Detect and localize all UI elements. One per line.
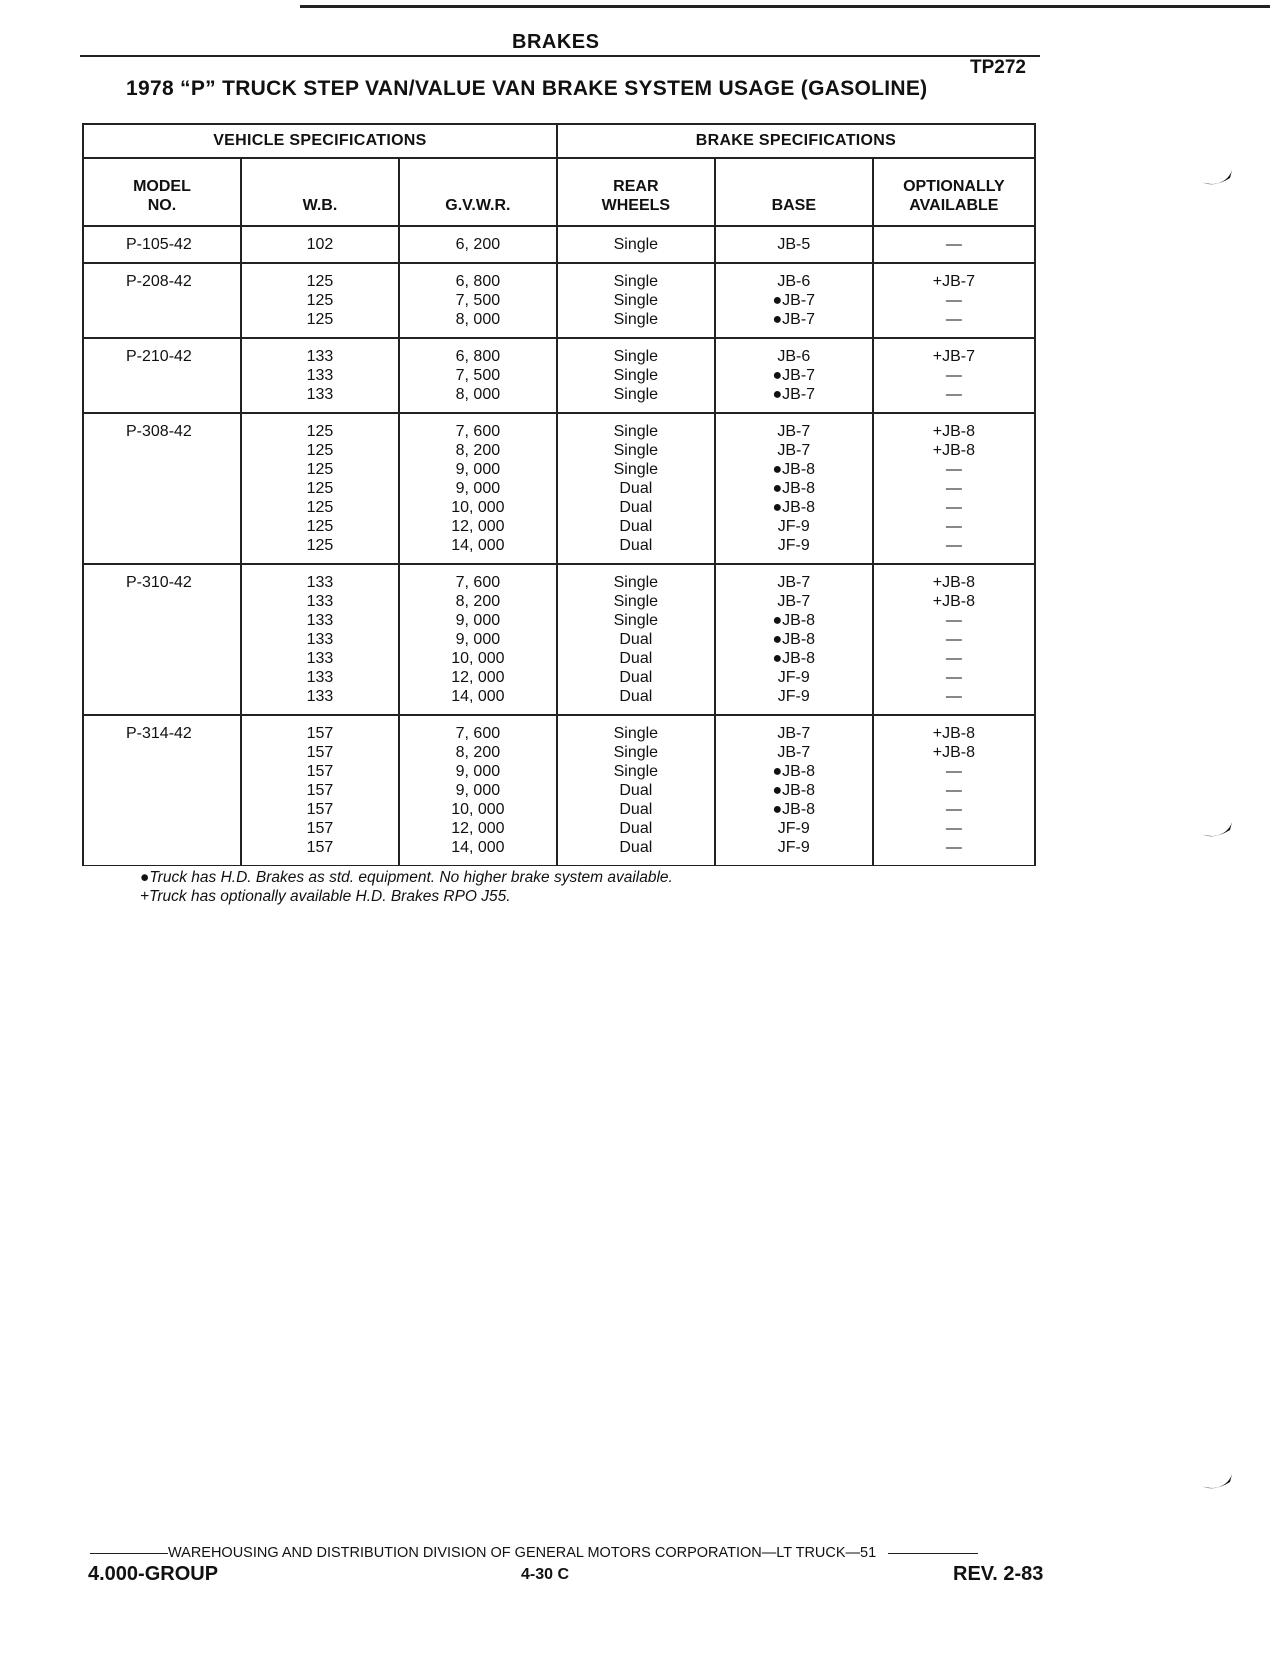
- optional-brake-value: —: [945, 461, 962, 478]
- optional-brake-value: +JB-7: [932, 348, 975, 365]
- rear-wheels-value: Single: [613, 273, 659, 290]
- gvwr-value: 10, 000: [451, 801, 505, 818]
- base-brake-value: JF-9: [777, 820, 810, 837]
- gvwr-cell: [399, 338, 557, 413]
- base-brake-value: JB-7: [777, 593, 811, 610]
- title-rule: [80, 55, 1040, 57]
- rear-cell: [557, 413, 715, 564]
- footer-credit: WAREHOUSING AND DISTRIBUTION DIVISION OF GENERAL MOTORS CORPORATION—LT TRUCK—51: [168, 1545, 877, 1561]
- rear-wheels-value: Single: [613, 367, 659, 384]
- table-row: [83, 338, 1035, 413]
- wb-value: 157: [306, 801, 334, 818]
- base-brake-value: JF-9: [777, 688, 810, 705]
- base-brake-value: JB-7: [777, 744, 811, 761]
- gvwr-cell: [399, 564, 557, 715]
- page-code: TP272: [970, 57, 1026, 78]
- gvwr-value: 12, 000: [451, 518, 505, 535]
- rear-cell: [557, 226, 715, 263]
- table-row: [83, 715, 1035, 866]
- gvwr-value: 12, 000: [451, 820, 505, 837]
- model-number: P-310-42: [126, 574, 192, 591]
- gvwr-value: 10, 000: [451, 499, 505, 516]
- binder-hole-mark-middle: [1200, 820, 1236, 842]
- wb-value: 133: [306, 612, 334, 629]
- base-brake-value: ●JB-8: [772, 499, 816, 516]
- model-number: P-308-42: [126, 423, 192, 440]
- gvwr-value: 8, 000: [455, 311, 501, 328]
- model-number: P-210-42: [126, 348, 192, 365]
- col-header-model: [83, 158, 241, 226]
- col-header-gvwr: [399, 158, 557, 226]
- rear-cell: [557, 564, 715, 715]
- gvwr-value: 7, 600: [455, 423, 501, 440]
- wb-cell: [241, 564, 399, 715]
- gvwr-value: 14, 000: [451, 839, 505, 856]
- base-brake-value: JB-5: [777, 236, 811, 253]
- rear-cell: [557, 263, 715, 338]
- wb-value: 125: [306, 423, 334, 440]
- rear-wheels-value: Single: [613, 612, 659, 629]
- base-cell: [715, 338, 873, 413]
- gvwr-value: 12, 000: [451, 669, 505, 686]
- base-brake-value: ●JB-8: [772, 631, 816, 648]
- wb-cell: [241, 263, 399, 338]
- rear-wheels-value: Single: [613, 386, 659, 403]
- optional-brake-value: —: [945, 782, 962, 799]
- base-brake-value: JF-9: [777, 518, 810, 535]
- base-brake-value: JB-7: [777, 442, 811, 459]
- rear-wheels-value: Dual: [619, 518, 653, 535]
- optional-brake-value: —: [945, 612, 962, 629]
- optional-brake-value: —: [945, 669, 962, 686]
- wb-value: 133: [306, 631, 334, 648]
- footer-page-number: 4-30 C: [521, 1566, 570, 1583]
- wb-value: 157: [306, 725, 334, 742]
- gvwr-value: 7, 600: [455, 574, 501, 591]
- base-brake-value: ●JB-8: [772, 763, 816, 780]
- col-header-model-line2: NO.: [147, 197, 177, 214]
- base-brake-value: ●JB-8: [772, 801, 816, 818]
- model-number: P-105-42: [126, 236, 192, 253]
- brake-specifications-header: BRAKE SPECIFICATIONS: [557, 124, 1035, 158]
- gvwr-value: 9, 000: [455, 782, 501, 799]
- wb-value: 125: [306, 292, 334, 309]
- col-header-rear-line2: WHEELS: [601, 197, 671, 214]
- gvwr-value: 14, 000: [451, 688, 505, 705]
- wb-value: 133: [306, 574, 334, 591]
- base-cell: [715, 413, 873, 564]
- wb-value: 157: [306, 744, 334, 761]
- col-header-base-label: BASE: [771, 197, 817, 214]
- wb-cell: [241, 338, 399, 413]
- model-cell: [83, 564, 241, 715]
- rear-wheels-value: Dual: [619, 669, 653, 686]
- optional-brake-value: +JB-8: [932, 744, 975, 761]
- table-row: [83, 263, 1035, 338]
- base-cell: [715, 226, 873, 263]
- wb-value: 125: [306, 273, 334, 290]
- wb-value: 133: [306, 688, 334, 705]
- base-brake-value: ●JB-7: [772, 386, 816, 403]
- optional-brake-value: —: [945, 386, 962, 403]
- footnote-hd-optional: +Truck has optionally available H.D. Brakes RPO J55.: [140, 888, 511, 905]
- base-cell: [715, 263, 873, 338]
- gvwr-value: 6, 200: [455, 236, 501, 253]
- wb-cell: [241, 413, 399, 564]
- col-header-model-line1: MODEL: [133, 178, 191, 195]
- optional-brake-value: —: [945, 311, 962, 328]
- optional-cell: [873, 413, 1035, 564]
- base-brake-value: JB-7: [777, 423, 811, 440]
- rear-wheels-value: Single: [613, 593, 659, 610]
- model-cell: [83, 263, 241, 338]
- optional-brake-value: +JB-7: [932, 273, 975, 290]
- gvwr-value: 8, 200: [455, 593, 501, 610]
- wb-value: 125: [306, 461, 334, 478]
- optional-brake-value: —: [945, 820, 962, 837]
- gvwr-value: 7, 500: [455, 292, 501, 309]
- gvwr-value: 6, 800: [455, 273, 501, 290]
- footer-group-number: 4.000-GROUP: [88, 1563, 219, 1585]
- wb-value: 125: [306, 518, 334, 535]
- optional-brake-value: —: [945, 801, 962, 818]
- rear-wheels-value: Single: [613, 292, 659, 309]
- binder-hole-mark-top: [1200, 168, 1236, 190]
- optional-brake-value: +JB-8: [932, 423, 975, 440]
- wb-value: 133: [306, 386, 334, 403]
- model-cell: [83, 226, 241, 263]
- col-header-optional-line2: AVAILABLE: [909, 197, 999, 214]
- gvwr-cell: [399, 413, 557, 564]
- wb-value: 133: [306, 650, 334, 667]
- wb-cell: [241, 226, 399, 263]
- wb-value: 125: [306, 480, 334, 497]
- model-number: P-208-42: [126, 273, 192, 290]
- rear-wheels-value: Dual: [619, 782, 653, 799]
- gvwr-value: 7, 600: [455, 725, 501, 742]
- group-header-row: [83, 124, 1035, 158]
- base-brake-value: ●JB-8: [772, 612, 816, 629]
- optional-brake-value: —: [945, 839, 962, 856]
- base-brake-value: ●JB-8: [772, 782, 816, 799]
- optional-brake-value: +JB-8: [932, 442, 975, 459]
- rear-wheels-value: Dual: [619, 839, 653, 856]
- optional-brake-value: —: [945, 499, 962, 516]
- col-header-gvwr-label: G.V.W.R.: [445, 197, 511, 214]
- col-header-optional-line1: OPTIONALLY: [903, 178, 1005, 195]
- gvwr-value: 9, 000: [455, 631, 501, 648]
- rear-wheels-value: Dual: [619, 631, 653, 648]
- col-header-base: [715, 158, 873, 226]
- col-header-rear-wheels: [557, 158, 715, 226]
- wb-value: 133: [306, 593, 334, 610]
- optional-brake-value: —: [945, 763, 962, 780]
- base-brake-value: ●JB-7: [772, 367, 816, 384]
- rear-wheels-value: Single: [613, 348, 659, 365]
- optional-brake-value: —: [945, 292, 962, 309]
- optional-brake-value: —: [945, 367, 962, 384]
- rear-wheels-value: Single: [613, 442, 659, 459]
- gvwr-cell: [399, 263, 557, 338]
- gvwr-value: 10, 000: [451, 650, 505, 667]
- footnotes: [140, 868, 673, 906]
- gvwr-cell: [399, 715, 557, 866]
- base-cell: [715, 564, 873, 715]
- wb-value: 125: [306, 311, 334, 328]
- rear-wheels-value: Dual: [619, 537, 653, 554]
- model-cell: [83, 413, 241, 564]
- base-cell: [715, 715, 873, 866]
- rear-wheels-value: Dual: [619, 480, 653, 497]
- gvwr-value: 9, 000: [455, 763, 501, 780]
- gvwr-cell: [399, 226, 557, 263]
- table-row: [83, 564, 1035, 715]
- optional-cell: [873, 564, 1035, 715]
- model-cell: [83, 338, 241, 413]
- optional-brake-value: +JB-8: [932, 574, 975, 591]
- base-brake-value: JF-9: [777, 839, 810, 856]
- model-cell: [83, 715, 241, 866]
- rear-cell: [557, 715, 715, 866]
- base-brake-value: JB-7: [777, 725, 811, 742]
- optional-cell: [873, 715, 1035, 866]
- gvwr-value: 14, 000: [451, 537, 505, 554]
- base-brake-value: ●JB-8: [772, 461, 816, 478]
- gvwr-value: 7, 500: [455, 367, 501, 384]
- optional-brake-value: +JB-8: [932, 593, 975, 610]
- rear-wheels-value: Dual: [619, 801, 653, 818]
- wb-value: 157: [306, 839, 334, 856]
- optional-brake-value: +JB-8: [932, 725, 975, 742]
- table-row: [83, 226, 1035, 263]
- base-brake-value: JF-9: [777, 537, 810, 554]
- model-number: P-314-42: [126, 725, 192, 742]
- col-header-optional: [873, 158, 1035, 226]
- wb-value: 157: [306, 820, 334, 837]
- base-brake-value: ●JB-7: [772, 292, 816, 309]
- base-brake-value: JF-9: [777, 669, 810, 686]
- gvwr-value: 9, 000: [455, 612, 501, 629]
- rear-wheels-value: Single: [613, 763, 659, 780]
- table-row: [83, 413, 1035, 564]
- optional-brake-value: —: [945, 631, 962, 648]
- wb-value: 102: [306, 236, 334, 253]
- wb-cell: [241, 715, 399, 866]
- optional-brake-value: —: [945, 236, 962, 253]
- table-body: [83, 226, 1035, 866]
- rear-wheels-value: Dual: [619, 650, 653, 667]
- rear-wheels-value: Single: [613, 725, 659, 742]
- wb-value: 133: [306, 367, 334, 384]
- rear-wheels-value: Single: [613, 311, 659, 328]
- gvwr-value: 8, 000: [455, 386, 501, 403]
- rear-wheels-value: Single: [613, 236, 659, 253]
- rear-cell: [557, 338, 715, 413]
- wb-value: 133: [306, 348, 334, 365]
- brake-usage-table: [82, 123, 1036, 866]
- base-brake-value: ●JB-8: [772, 650, 816, 667]
- optional-brake-value: —: [945, 688, 962, 705]
- rear-wheels-value: Dual: [619, 688, 653, 705]
- optional-brake-value: —: [945, 650, 962, 667]
- rear-wheels-value: Single: [613, 461, 659, 478]
- optional-cell: [873, 338, 1035, 413]
- rear-wheels-value: Single: [613, 423, 659, 440]
- column-header-row: [83, 158, 1035, 226]
- gvwr-value: 9, 000: [455, 461, 501, 478]
- base-brake-value: ●JB-8: [772, 480, 816, 497]
- col-header-wb-label: W.B.: [302, 197, 338, 214]
- document-title: 1978 “P” TRUCK STEP VAN/VALUE VAN BRAKE SYSTEM USAGE (GASOLINE): [126, 77, 928, 100]
- gvwr-value: 8, 200: [455, 744, 501, 761]
- optional-brake-value: —: [945, 537, 962, 554]
- gvwr-value: 8, 200: [455, 442, 501, 459]
- col-header-rear-line1: REAR: [613, 178, 659, 195]
- optional-cell: [873, 263, 1035, 338]
- base-brake-value: JB-6: [777, 273, 811, 290]
- wb-value: 157: [306, 782, 334, 799]
- base-brake-value: JB-6: [777, 348, 811, 365]
- optional-brake-value: —: [945, 480, 962, 497]
- footnote-hd-standard: ●Truck has H.D. Brakes as std. equipment. No higher brake system available.: [140, 869, 673, 886]
- footer-revision: REV. 2-83: [953, 1563, 1044, 1585]
- base-brake-value: ●JB-7: [772, 311, 816, 328]
- rear-wheels-value: Single: [613, 744, 659, 761]
- wb-value: 133: [306, 669, 334, 686]
- section-title: BRAKES: [512, 31, 600, 53]
- optional-brake-value: —: [945, 518, 962, 535]
- gvwr-value: 9, 000: [455, 480, 501, 497]
- wb-value: 125: [306, 499, 334, 516]
- rear-wheels-value: Single: [613, 574, 659, 591]
- footer-rule-right: [888, 1553, 978, 1554]
- wb-value: 125: [306, 537, 334, 554]
- gvwr-value: 6, 800: [455, 348, 501, 365]
- wb-value: 125: [306, 442, 334, 459]
- top-border-rule: [300, 5, 1270, 8]
- binder-hole-mark-bottom: [1200, 1472, 1236, 1494]
- rear-wheels-value: Dual: [619, 820, 653, 837]
- col-header-wb: [241, 158, 399, 226]
- wb-value: 157: [306, 763, 334, 780]
- footer-credit-line: [90, 1545, 1045, 1561]
- optional-cell: [873, 226, 1035, 263]
- base-brake-value: JB-7: [777, 574, 811, 591]
- vehicle-specifications-header: VEHICLE SPECIFICATIONS: [83, 124, 557, 158]
- footer-rule-left: [90, 1553, 168, 1554]
- rear-wheels-value: Dual: [619, 499, 653, 516]
